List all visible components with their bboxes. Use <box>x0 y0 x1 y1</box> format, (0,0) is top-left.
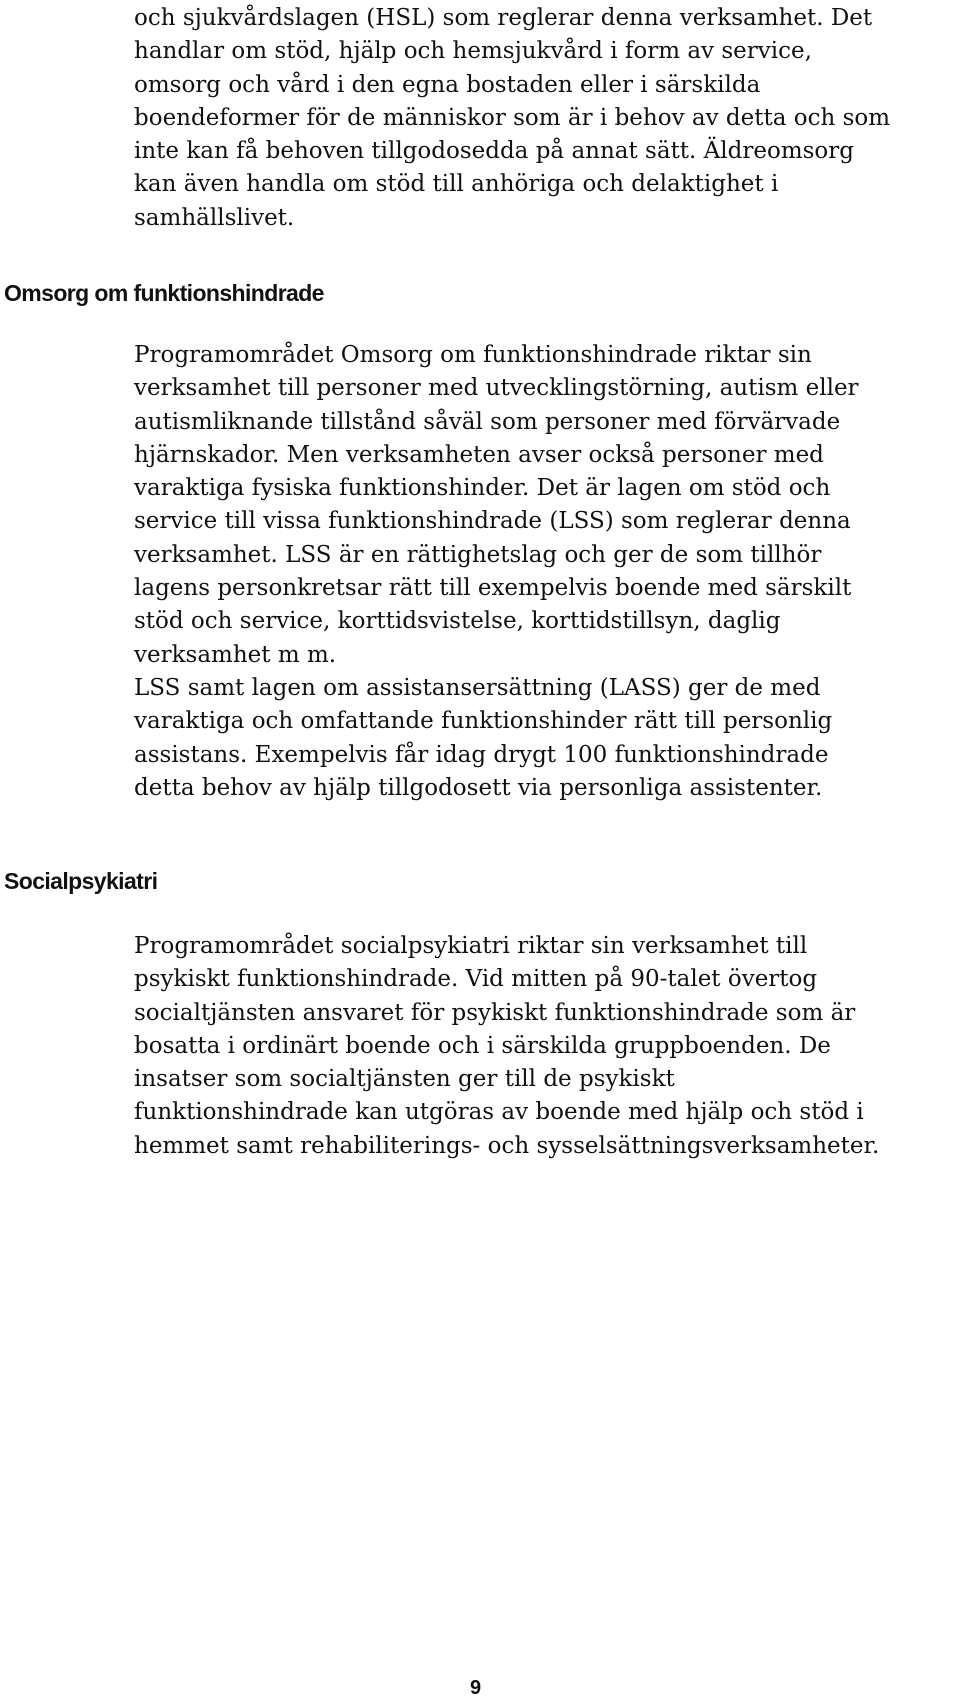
text-line: insatser som socialtjänsten ger till de psykiskt <box>134 1066 675 1093</box>
text-line: funktionshindrade kan utgöras av boende med hjälp och stöd i <box>134 1099 864 1126</box>
text-line: psykiskt funktionshindrade. Vid mitten på 90-talet övertog <box>134 966 818 993</box>
text-line: service till vissa funktionshindrade (LSS) som reglerar denna <box>134 508 851 535</box>
text-line: Programområdet socialpsykiatri riktar sin verksamhet till <box>134 933 808 959</box>
intro-paragraph <box>134 2 954 235</box>
text-line: assistans. Exempelvis får idag drygt 100 funktionshindrade <box>134 741 829 768</box>
text-line: Programområdet Omsorg om funktionshindrade riktar sin <box>134 342 812 368</box>
socialpsykiatri-paragraph <box>134 930 954 1163</box>
text-line: boendeformer för de människor som är i behov av detta och som <box>134 104 891 131</box>
text-line: verksamhet. LSS är en rättighetslag och ger de som tillhör <box>134 541 822 568</box>
text-line: lagens personkretsar rätt till exempelvis boende med särskilt <box>134 575 852 602</box>
text-line: och sjukvårdslagen (HSL) som reglerar denna verksamhet. Det <box>134 5 873 31</box>
text-line: varaktiga fysiska funktionshinder. Det är lagen om stöd och <box>134 475 831 502</box>
text-line: kan även handla om stöd till anhöriga och delaktighet i <box>134 171 779 198</box>
text-line: stöd och service, korttidsvistelse, korttidstillsyn, daglig <box>134 608 781 635</box>
text-line: samhällslivet. <box>134 204 295 231</box>
text-line: inte kan få behoven tillgodosedda på annat sätt. Äldreomsorg <box>134 138 854 165</box>
section-heading-socialpsykiatri: Socialpsykiatri <box>4 868 158 894</box>
text-line: bosatta i ordinärt boende och i särskilda gruppboenden. De <box>134 1032 831 1059</box>
text-line: verksamhet m m. <box>134 641 337 668</box>
text-line: hemmet samt rehabiliterings- och sysselsättningsverksamheter. <box>134 1132 880 1159</box>
text-line: LSS samt lagen om assistansersättning (LASS) ger de med <box>134 674 821 701</box>
page-number: 9 <box>470 1677 482 1699</box>
text-line: socialtjänsten ansvaret för psykiskt funktionshindrade som är <box>134 999 856 1026</box>
text-line: autismliknande tillstånd såväl som personer med förvärvade <box>134 408 841 435</box>
text-line: hjärnskador. Men verksamheten avser också personer med <box>134 441 824 468</box>
text-line: omsorg och vård i den egna bostaden eller i särskilda <box>134 71 761 98</box>
text-line: detta behov av hjälp tillgodosett via personliga assistenter. <box>134 774 823 801</box>
text-line: verksamhet till personer med utvecklingstörning, autism eller <box>134 375 859 402</box>
section-heading-omsorg: Omsorg om funktionshindrade <box>4 280 324 306</box>
text-line: varaktiga och omfattande funktionshinder rätt till personlig <box>134 708 833 735</box>
omsorg-paragraph <box>134 339 954 805</box>
text-line: handlar om stöd, hjälp och hemsjukvård i form av service, <box>134 38 812 65</box>
